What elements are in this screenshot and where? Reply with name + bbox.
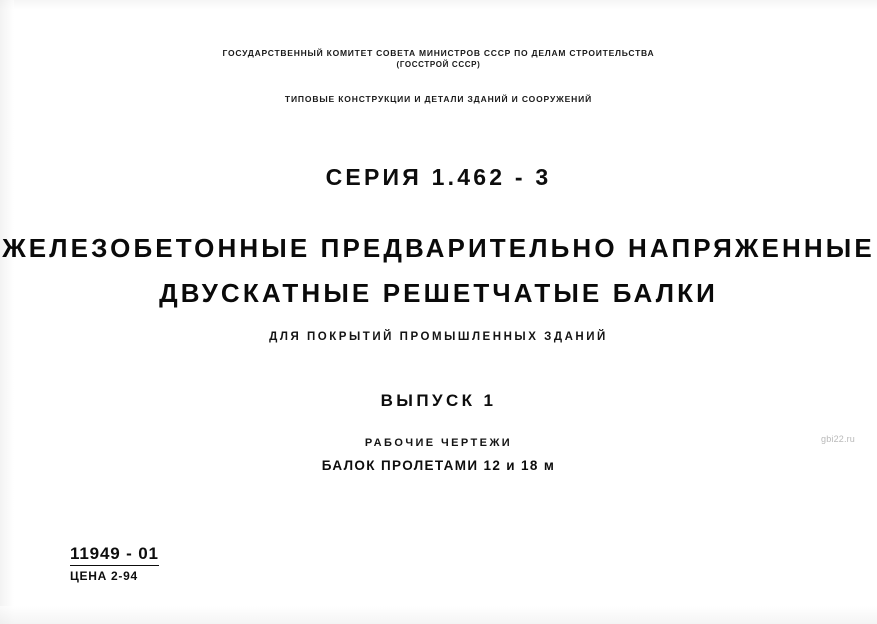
document-subtitle: ТИПОВЫЕ КОНСТРУКЦИИ И ДЕТАЛИ ЗДАНИЙ И СООРУЖЕНИЙ: [284, 94, 593, 104]
purpose-line: ДЛЯ ПОКРЫТИЙ ПРОМЫШЛЕННЫХ ЗДАНИЙ: [269, 331, 608, 343]
watermark: gbi22.ru: [821, 434, 855, 444]
spans-label: БАЛОК ПРОЛЕТАМИ 12 и 18 м: [321, 458, 556, 473]
scan-edge-top: [0, 0, 877, 10]
document-code-block: [70, 544, 159, 583]
scan-edge-bottom: [0, 606, 877, 624]
issue-number: ВЫПУСК 1: [380, 391, 497, 410]
series-number: СЕРИЯ 1.462 - 3: [325, 164, 552, 190]
document-code: 11949 - 01: [70, 544, 159, 566]
main-title-line-1: ЖЕЛЕЗОБЕТОННЫЕ ПРЕДВАРИТЕЛЬНО НАПРЯЖЕННЫЕ: [2, 233, 875, 263]
organization-line-1: ГОСУДАРСТВЕННЫЙ КОМИТЕТ СОВЕТА МИНИСТРОВ СССР ПО ДЕЛАМ СТРОИТЕЛЬСТВА: [222, 48, 655, 58]
drawings-label: РАБОЧИЕ ЧЕРТЕЖИ: [364, 437, 513, 449]
organization-line-2: (ГОССТРОЙ СССР): [396, 60, 481, 69]
document-price: ЦЕНА 2-94: [70, 569, 138, 583]
main-title-line-2: ДВУСКАТНЫЕ РЕШЕТЧАТЫЕ БАЛКИ: [159, 278, 718, 308]
